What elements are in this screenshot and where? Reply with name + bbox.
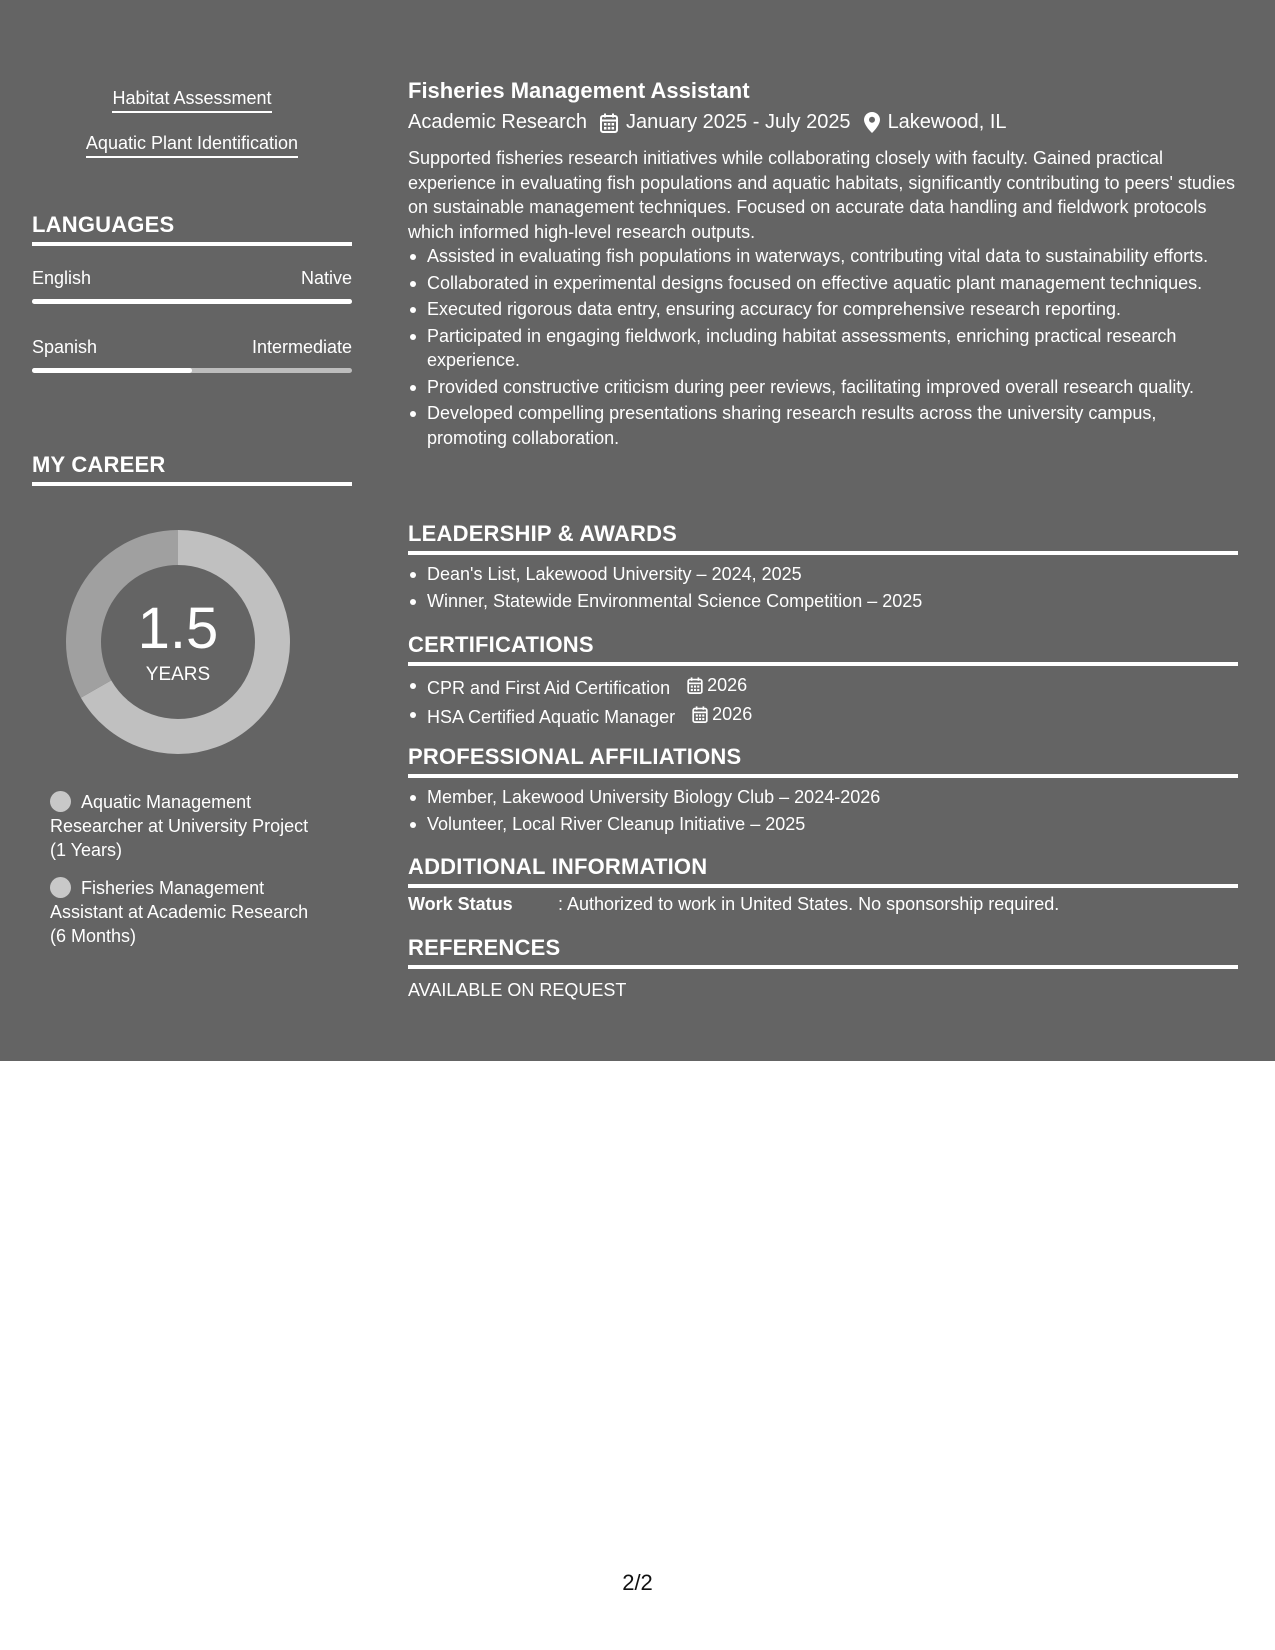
legend-dot xyxy=(50,791,71,812)
leadership-list xyxy=(408,562,1238,615)
list-item: Participated in engaging fieldwork, including habitat assessments, enriching practical research experience. xyxy=(408,324,1238,373)
calendar-icon xyxy=(600,113,618,133)
certifications-heading: CERTIFICATIONS xyxy=(408,632,1238,666)
language-bar-fill xyxy=(32,299,352,304)
cert-name: HSA Certified Aquatic Manager xyxy=(427,707,676,727)
job-meta xyxy=(408,111,1007,134)
list-item: Winner, Statewide Environmental Science Competition – 2025 xyxy=(408,589,1238,614)
affiliations-heading: PROFESSIONAL AFFILIATIONS xyxy=(408,744,1238,778)
job-bullets xyxy=(408,244,1238,452)
language-name: Spanish xyxy=(32,337,98,357)
job-title: Fisheries Management Assistant xyxy=(408,78,750,103)
job-summary: Supported fisheries research initiatives while collaborating closely with faculty. Gained practical experience in evaluating fish populations and aquatic habitats, significantly contributing to peers' studies on sustainable management techniques. Focused on accurate data handling and fieldwork protocols which informed high-level research outputs. xyxy=(408,148,1235,242)
language-bar-spanish xyxy=(32,368,352,373)
language-name: English xyxy=(32,268,92,288)
list-item: Assisted in evaluating fish populations in waterways, contributing vital data to sustainability efforts. xyxy=(408,244,1238,269)
list-item xyxy=(408,673,1238,700)
language-bar-english xyxy=(32,299,352,304)
career-item: Fisheries Management Assistant at Academic Research (6 Months) xyxy=(50,878,309,946)
list-item: Volunteer, Local River Cleanup Initiative – 2025 xyxy=(408,812,1238,837)
career-item: Aquatic Management Researcher at University Project (1 Years) xyxy=(50,792,309,860)
location-pin-icon xyxy=(864,112,880,133)
language-bar-fill xyxy=(32,368,192,373)
calendar-icon xyxy=(687,677,703,694)
job-location: Lakewood, IL xyxy=(887,111,1007,133)
skill-habitat-assessment[interactable]: Habitat Assessment xyxy=(32,88,352,109)
references-heading: REFERENCES xyxy=(408,935,1238,969)
cert-year: 2026 xyxy=(692,702,752,727)
cert-year: 2026 xyxy=(687,673,747,698)
job-dates: January 2025 - July 2025 xyxy=(625,111,851,133)
page-number: 2/2 xyxy=(622,1570,653,1595)
skill-aquatic-plant-identification[interactable]: Aquatic Plant Identification xyxy=(32,133,352,154)
career-total-unit: YEARS xyxy=(145,664,211,685)
list-item: Dean's List, Lakewood University – 2024, 2025 xyxy=(408,562,1238,587)
list-item xyxy=(408,702,1238,729)
references-text: AVAILABLE ON REQUEST xyxy=(408,980,627,1000)
list-item: Collaborated in experimental designs focused on effective aquatic plant management techniques. xyxy=(408,271,1238,296)
additional-info-heading: ADDITIONAL INFORMATION xyxy=(408,854,1238,888)
work-status-row xyxy=(408,894,1059,915)
affiliations-list xyxy=(408,785,1238,838)
career-heading: MY CAREER xyxy=(32,452,352,486)
cert-name: CPR and First Aid Certification xyxy=(427,677,671,698)
work-status-value: : Authorized to work in United States. No sponsorship required. xyxy=(558,894,1060,914)
languages-heading: LANGUAGES xyxy=(32,212,352,246)
language-level: Native xyxy=(300,268,352,288)
language-level: Intermediate xyxy=(251,337,352,357)
leadership-heading: LEADERSHIP & AWARDS xyxy=(408,521,1238,555)
list-item: Member, Lakewood University Biology Club – 2024-2026 xyxy=(408,785,1238,810)
career-total-years: 1.5 xyxy=(137,596,219,661)
job-company: Academic Research xyxy=(408,111,587,133)
list-item: Executed rigorous data entry, ensuring accuracy for comprehensive research reporting. xyxy=(408,297,1238,322)
language-row-english xyxy=(32,268,352,289)
list-item: Developed compelling presentations sharing research results across the university campus, promoting collaboration. xyxy=(408,401,1238,450)
language-row-spanish xyxy=(32,337,352,358)
certifications-list xyxy=(408,673,1238,732)
list-item: Provided constructive criticism during peer reviews, facilitating improved overall research quality. xyxy=(408,375,1238,400)
calendar-icon xyxy=(692,706,708,723)
work-status-label: Work Status xyxy=(408,894,513,914)
legend-dot xyxy=(50,877,71,898)
